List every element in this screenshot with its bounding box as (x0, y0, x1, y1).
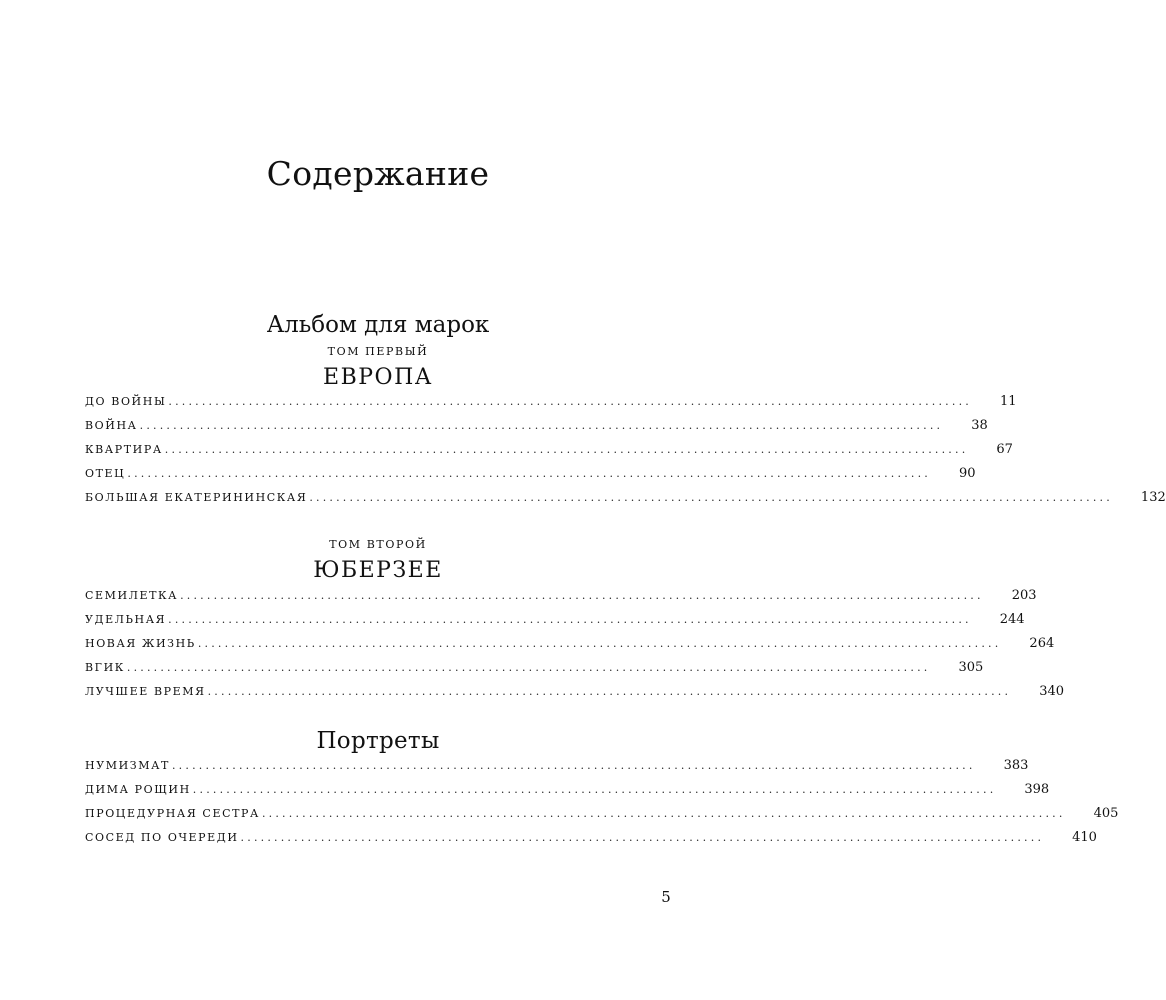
portraits-title: Портреты (316, 728, 440, 754)
toc-entry-title: ОТЕЦ (85, 467, 126, 480)
portraits-toc (85, 758, 1119, 854)
toc-entry-title: ДИМА РОЩИН (85, 783, 191, 796)
toc-entry-title: НОВАЯ ЖИЗНЬ (85, 637, 196, 650)
toc-entry-title: ВОЙНА (85, 419, 138, 432)
volume-two-label: ТОМ ВТОРОЙ (329, 538, 427, 551)
toc-entry-page: 340 (1039, 684, 1065, 699)
toc-entry-page: 264 (1029, 636, 1055, 651)
toc-entry-page: 405 (1093, 806, 1119, 821)
leader-dots: ........................................................................................................................ (168, 613, 972, 626)
toc-entry[interactable] (85, 418, 988, 442)
leader-dots: ........................................................................................................................ (126, 661, 931, 674)
page-title: Содержание (266, 154, 490, 194)
toc-entry-page: 203 (1011, 588, 1037, 603)
leader-dots: ........................................................................................................................ (164, 443, 969, 456)
toc-entry-title: ВГИК (85, 661, 125, 674)
volume-one-title: ЕВРОПА (323, 365, 433, 390)
toc-entry-page: 410 (1072, 830, 1097, 845)
leader-dots: ........................................................................................................................ (240, 831, 1045, 844)
volume-two-toc (85, 588, 1065, 708)
toc-entry-title: КВАРТИРА (85, 443, 163, 456)
leader-dots: ........................................................................................................................ (127, 467, 931, 480)
leader-dots: ........................................................................................................................ (197, 637, 1002, 650)
leader-dots: ........................................................................................................................ (192, 783, 997, 796)
volume-one-label: ТОМ ПЕРВЫЙ (327, 345, 429, 358)
toc-entry[interactable] (85, 442, 1013, 466)
volume-two-title: ЮБЕРЗЕЕ (313, 558, 443, 583)
toc-entry[interactable] (85, 466, 976, 490)
toc-entry-page: 11 (999, 394, 1017, 409)
toc-entry-page: 398 (1024, 782, 1050, 797)
toc-entry[interactable] (85, 830, 1097, 854)
toc-entry[interactable] (85, 806, 1119, 830)
toc-entry[interactable] (85, 490, 1166, 514)
leader-dots: ........................................................................................................................ (171, 759, 976, 772)
toc-entry-title: БОЛЬШАЯ ЕКАТЕРИНИНСКАЯ (85, 491, 308, 504)
leader-dots: ........................................................................................................................ (261, 807, 1066, 820)
toc-entry[interactable] (85, 612, 1025, 636)
volume-one-toc (85, 394, 1166, 514)
toc-entry-page: 90 (958, 466, 976, 481)
toc-entry-page: 38 (971, 418, 988, 433)
book-title: Альбом для марок (266, 312, 490, 338)
leader-dots: ........................................................................................................................ (309, 491, 1113, 504)
toc-entry-page: 244 (999, 612, 1025, 627)
leader-dots: ........................................................................................................................ (180, 589, 984, 602)
toc-entry-title: ДО ВОЙНЫ (85, 395, 167, 408)
toc-entry[interactable] (85, 758, 1029, 782)
toc-entry-page: 305 (958, 660, 984, 675)
toc-entry[interactable] (85, 684, 1065, 708)
toc-entry-title: НУМИЗМАТ (85, 759, 170, 772)
toc-entry-title: СЕМИЛЕТКА (85, 589, 179, 602)
toc-entry-page: 67 (996, 442, 1013, 457)
page-number: 5 (661, 888, 671, 906)
toc-entry-title: УДЕЛЬНАЯ (85, 613, 167, 626)
toc-entry[interactable] (85, 636, 1055, 660)
toc-entry[interactable] (85, 660, 984, 684)
leader-dots: ........................................................................................................................ (168, 395, 972, 408)
toc-entry[interactable] (85, 394, 1017, 418)
toc-entry-title: ПРОЦЕДУРНАЯ СЕСТРА (85, 807, 260, 820)
toc-entry-page: 383 (1003, 758, 1029, 773)
toc-entry[interactable] (85, 782, 1050, 806)
toc-entry[interactable] (85, 588, 1037, 612)
toc-entry-page: 132 (1140, 490, 1166, 505)
toc-entry-title: СОСЕД ПО ОЧЕРЕДИ (85, 831, 239, 844)
leader-dots: ........................................................................................................................ (139, 419, 944, 432)
leader-dots: ........................................................................................................................ (207, 685, 1012, 698)
toc-entry-title: ЛУЧШЕЕ ВРЕМЯ (85, 685, 206, 698)
